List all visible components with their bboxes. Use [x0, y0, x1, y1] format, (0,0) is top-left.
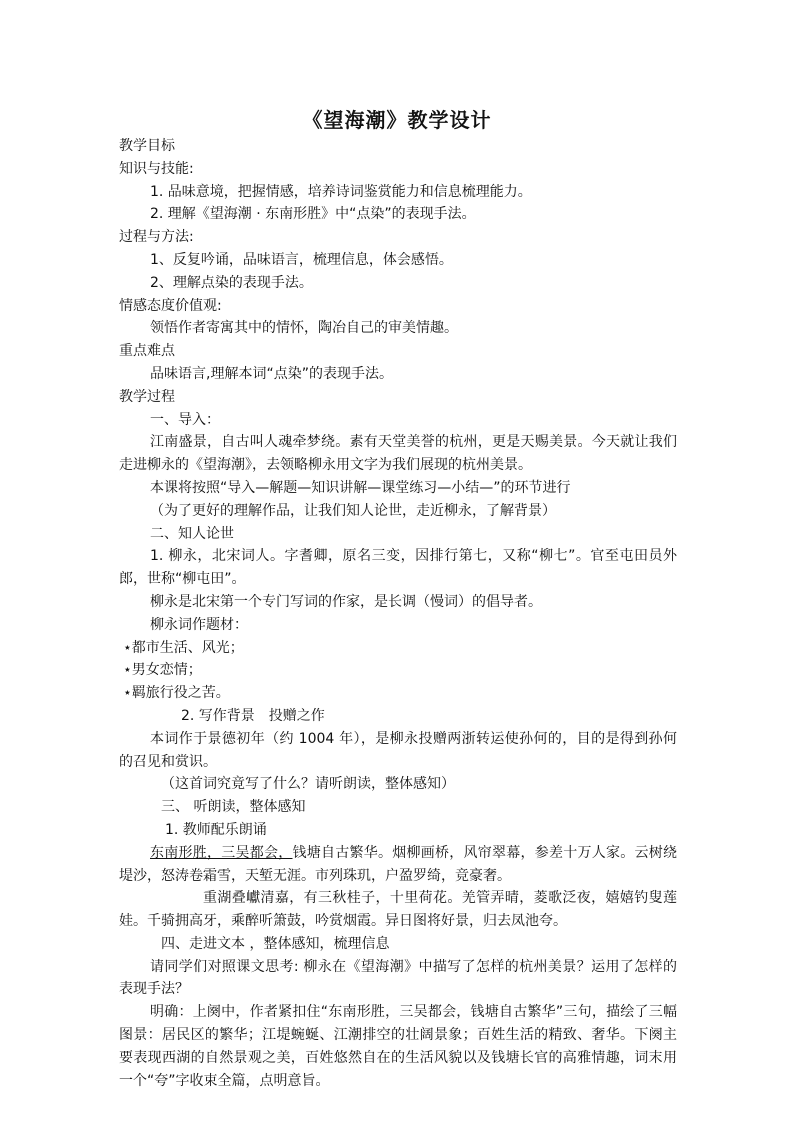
topic-item-3: ⋆羁旅行役之苦。 [123, 685, 230, 702]
section-2-author-bio: 1. 柳永，北宋词人。字耆卿，原名三变，因排行第七，又称“柳七”。官至屯田员外郎，世称“柳屯田”。 [119, 548, 677, 588]
section-1-heading: 一、导入： [150, 411, 220, 428]
section-4-answer: 明确：上阕中，作者紧扣住“东南形胜，三吴都会，钱塘自古繁华”三句，描绘了三幅图景：居民区的繁华；江堤蜿蜒、江潮排空的壮阔景象；百姓生活的精致、奢华。下阕主要表现西湖的自然景观之美，百姓悠然自在的生活风貌以及钱塘长官的高雅情趣，词末用一个“夸”字收束全篇，点明意旨。 [119, 1004, 677, 1089]
knowledge-skills-heading: 知识与技能: [119, 160, 194, 177]
section-1-note: （为了更好的理解作品，让我们知人论世，走近柳永，了解背景） [150, 502, 556, 519]
topic-item-1: ⋆都市生活、风光； [123, 639, 244, 656]
section-2-background-paragraph: 本词作于景德初年（约 1004 年），是柳永投赠两浙转运使孙何的，目的是得到孙何的召见和赏识。 [119, 730, 677, 770]
section-4-heading: 四、走进文本 ，整体感知，梳理信息 [161, 935, 390, 952]
key-points-heading: 重点难点 [119, 343, 175, 360]
poem-underlined-phrase: 东南形胜，三吴都会， [150, 844, 293, 861]
section-2-heading: 二、知人论世 [150, 525, 234, 542]
teaching-process-heading: 教学过程 [119, 388, 175, 405]
document-title: 《望海潮》教学设计 [302, 108, 492, 132]
section-1-paragraph: 江南盛景，自古叫人魂牵梦绕。素有天堂美誉的杭州，更是天赐美景。今天就让我们走进柳永的《望海潮》，去领略柳永用文字为我们展现的杭州美景。 [119, 434, 677, 474]
section-1-flow: 本课将按照“导入—解题—知识讲解—课堂练习—小结—”的环节进行 [150, 479, 571, 496]
section-2-background-heading: 2. 写作背景 投赠之作 [181, 707, 325, 724]
topic-item-2: ⋆男女恋情； [123, 662, 202, 679]
process-item-1: 1、反复吟诵，品味语言，梳理信息，体会感悟。 [150, 251, 453, 268]
document-body [119, 135, 677, 1092]
section-2-question: （这首词究竟写了什么？请听朗读，整体感知） [161, 776, 455, 793]
section-2-topics-heading: 柳永词作题材： [150, 616, 248, 633]
section-2-author-note: 柳永是北宋第一个专门写词的作家，是长调（慢词）的倡导者。 [150, 593, 542, 610]
poem-first-stanza-text: 钱塘自古繁华。烟柳画桥，风帘翠幕，参差十万人家。云树绕堤沙，怒涛卷霜雪，天堑无涯。市列珠玑，户盈罗绮，竞豪奢。 [119, 844, 677, 884]
process-methods-heading: 过程与方法: [119, 229, 194, 246]
section-3-subheading: 1. 教师配乐朗诵 [165, 821, 267, 838]
emotion-item-1: 领悟作者寄寓其中的情怀，陶冶自己的审美情趣。 [150, 320, 458, 337]
section-4-question: 请同学们对照课文思考: 柳永在《望海潮》中描写了怎样的杭州美景？运用了怎样的表现手法？ [119, 958, 677, 998]
key-point-item: 品味语言,理解本词“点染”的表现手法。 [150, 365, 393, 382]
poem-second-stanza: 重湖叠巘清嘉，有三秋桂子，十里荷花。羌管弄晴，菱歌泛夜，嬉嬉钓叟莲娃。千骑拥高牙，乘醉听箫鼓，吟赏烟霞。异日图将好景，归去凤池夸。 [119, 890, 677, 930]
section-3-heading: 三、 听朗读，整体感知 [161, 799, 306, 816]
emotion-values-heading: 情感态度价值观: [119, 297, 222, 314]
process-item-2: 2、理解点染的表现手法。 [150, 274, 313, 291]
teaching-goals-heading: 教学目标 [119, 138, 175, 154]
knowledge-item-1: 1. 品味意境，把握情感，培养诗词鉴赏能力和信息梳理能力。 [150, 183, 532, 200]
poem-first-stanza [119, 842, 677, 888]
knowledge-item-2: 2. 理解《望海潮 · 东南形胜》中“点染”的表现手法。 [150, 206, 476, 223]
